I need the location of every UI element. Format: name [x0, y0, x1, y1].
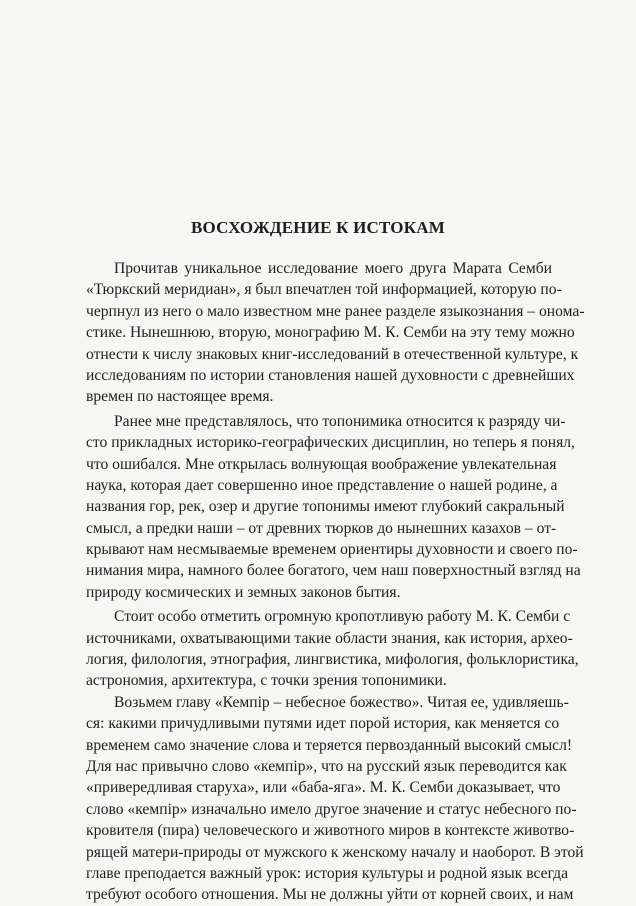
- text-line: Возьмем главу «Кемпір – небесное божество». Читая ее, удивляешь-: [114, 693, 569, 711]
- text-line: отнести к числу знаковых книг-исследований в отечественной культуре, к: [86, 345, 579, 363]
- text-line: рящей матери-природы от мужского к женскому началу и наоборот. В этой: [86, 843, 584, 861]
- text-line: природу космических и земных законов бытия.: [86, 583, 401, 601]
- text-line: требуют особого отношения. Мы не должны уйти от корней своих, и нам: [86, 886, 574, 904]
- text-line: черпнул из него о мало известном мне ранее разделе языкознания – онома-: [86, 302, 585, 320]
- text-line: источниками, охватывающими такие области знания, как история, архео-: [86, 629, 573, 647]
- text-line: «привередливая старуха», или «баба-яга». М. К. Семби доказывает, что: [86, 779, 561, 797]
- text-line: главе преподается важный урок: история культуры и родной язык всегда: [86, 864, 569, 882]
- text-line: стике. Нынешнюю, вторую, монографию М. К. Семби на эту тему можно: [86, 324, 575, 342]
- text-line: крывают нам несмываемые временем ориентиры духовности и своего по-: [86, 541, 578, 559]
- text-line: наука, которая дает совершенно иное представление о нашей родине, а: [86, 476, 558, 494]
- text-line: Прочитав уникальное исследование моего друга Марата Семби: [114, 260, 552, 277]
- text-line: исследованиям по истории становления нашей духовности с древнейших: [86, 366, 575, 384]
- text-line: Стоит особо отметить огромную кропотливую работу М. К. Семби с: [114, 608, 571, 626]
- text-line: сто прикладных историко-географических дисциплин, но теперь я понял,: [86, 434, 575, 452]
- text-line: времен по настоящее время.: [86, 388, 274, 406]
- text-line: временем само значение слова и теряется первозданный высокий смысл!: [86, 736, 573, 754]
- text-line: логия, филология, этнография, лингвистика, мифология, фольклористика,: [86, 651, 579, 669]
- article-title: ВОСХОЖДЕНИЕ К ИСТОКАМ: [191, 218, 445, 237]
- text-line: ся: какими причудливыми путями идет порой история, как меняется со: [86, 715, 560, 733]
- text-line: слово «кемпір» изначально имело другое значение и статус небесного по-: [86, 800, 577, 818]
- text-line: «Тюркский меридиан», я был впечатлен той информацией, которую по-: [86, 281, 562, 299]
- text-line: смысл, а предки наши – от древних тюрков до нынешних казахов – от-: [86, 519, 557, 537]
- text-line: названия гор, рек, озер и другие топонимы имеют глубокий сакральный: [86, 498, 565, 516]
- text-line: астрономия, архитектура, с точки зрения топонимики.: [86, 672, 447, 690]
- text-line: Ранее мне представлялось, что топонимика относится к разряду чи-: [114, 412, 566, 430]
- article-body: [86, 258, 585, 906]
- text-line: что ошибался. Мне открылась волнующая воображение увлекательная: [86, 455, 557, 473]
- text-line: кровителя (пира) человеческого и животного миров в контексте животво-: [86, 822, 575, 840]
- text-line: Для нас привычно слово «кемпір», что на русский язык переводится как: [86, 757, 567, 775]
- text-line: нимания мира, намного более богатого, чем наш поверхностный взгляд на: [86, 562, 581, 580]
